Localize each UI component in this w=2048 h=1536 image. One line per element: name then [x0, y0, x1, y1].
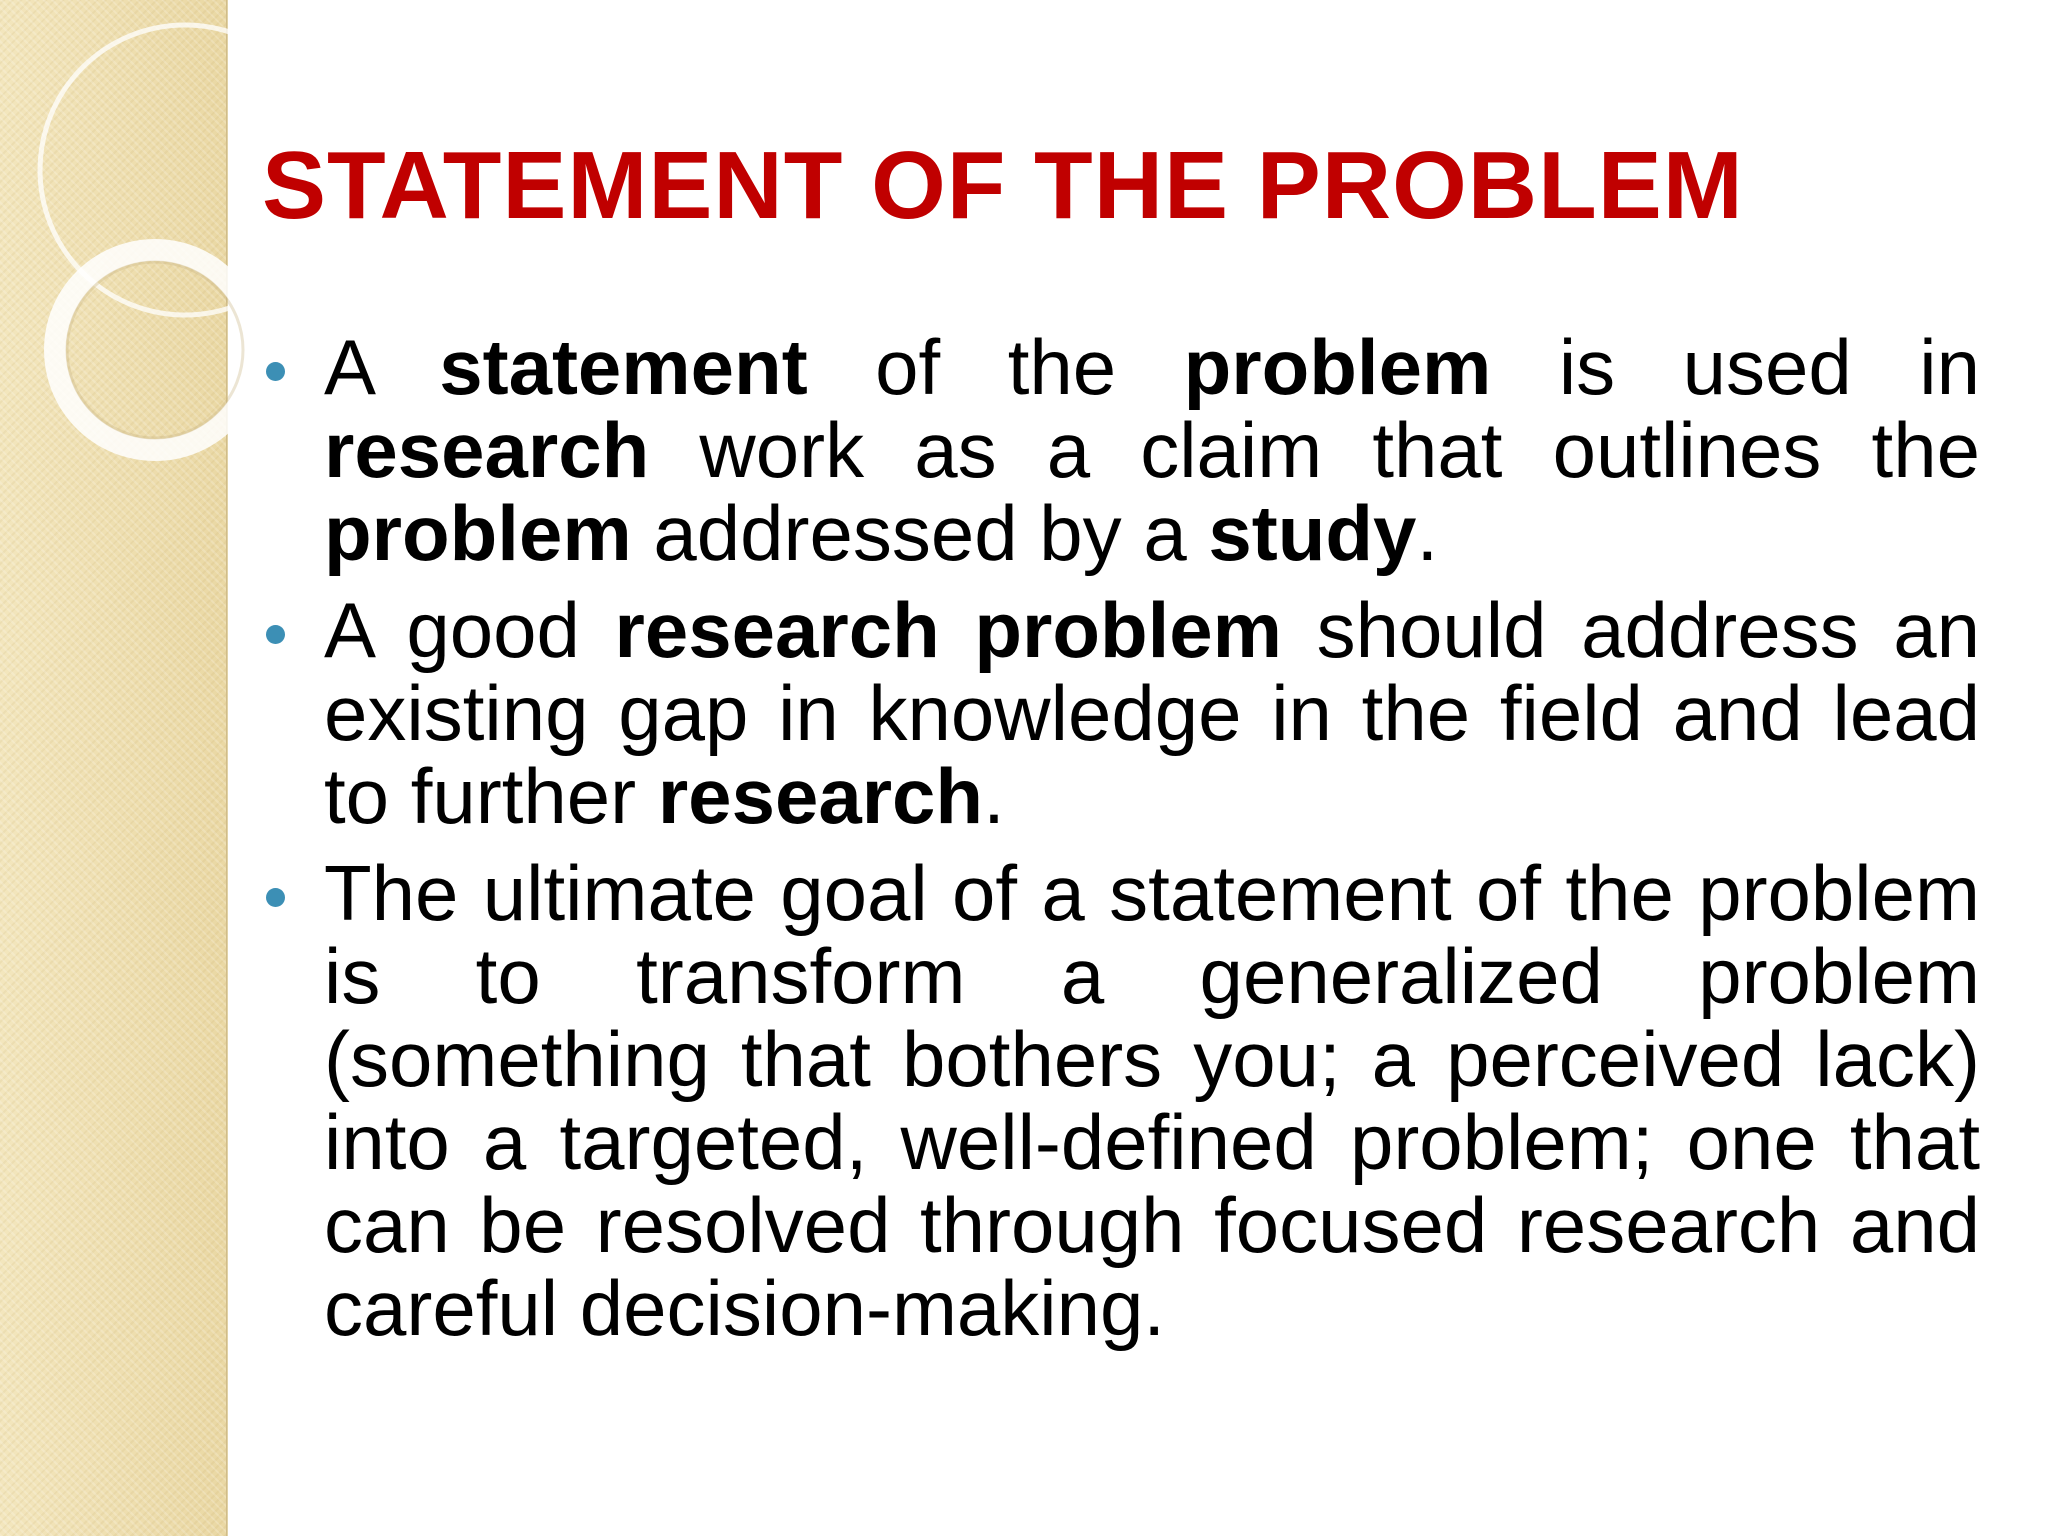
text-run: work as a claim that outlines the	[649, 406, 1980, 494]
text-run: A good	[324, 586, 615, 674]
bold-term: problem	[324, 489, 632, 577]
bullet-list	[262, 323, 1980, 1364]
bullet-item	[262, 849, 1980, 1352]
bullet-text	[324, 586, 1980, 840]
small-ring-outer	[55, 250, 255, 450]
text-run: addressed by a	[631, 489, 1209, 577]
bullet-dot-icon	[266, 888, 285, 907]
slide-title: STATEMENT OF THE PROBLEM	[262, 132, 1744, 239]
bullet-text	[324, 323, 1980, 577]
text-run: The ultimate goal of a statement of the problem is to transform a generalized problem (something that bothers you; a perceived lack) into a targeted, well-defined problem; one that can be resolved through focused research and careful decision-making.	[324, 849, 1980, 1352]
bullet-text	[324, 849, 1980, 1352]
bold-term: statement	[439, 323, 808, 411]
bullet-item	[262, 323, 1980, 577]
bold-term: research	[324, 406, 650, 494]
bullet-dot-icon	[266, 625, 285, 644]
bold-term: problem	[1183, 323, 1492, 411]
text-run: should address an existing gap in knowledge in the field and lead to further	[324, 586, 1980, 840]
decorative-rings-graphic	[0, 0, 260, 520]
text-run: is used in	[1491, 323, 1980, 411]
bold-term: study	[1208, 489, 1417, 577]
text-run: A	[324, 323, 440, 411]
bold-term: research	[657, 752, 984, 840]
bold-term: research problem	[614, 586, 1283, 674]
text-run: of the	[807, 323, 1184, 411]
text-run: .	[983, 752, 1005, 840]
bullet-dot-icon	[266, 362, 285, 381]
text-run: .	[1416, 489, 1439, 577]
bullet-item	[262, 586, 1980, 840]
small-ring-inner-shadow	[67, 262, 243, 438]
